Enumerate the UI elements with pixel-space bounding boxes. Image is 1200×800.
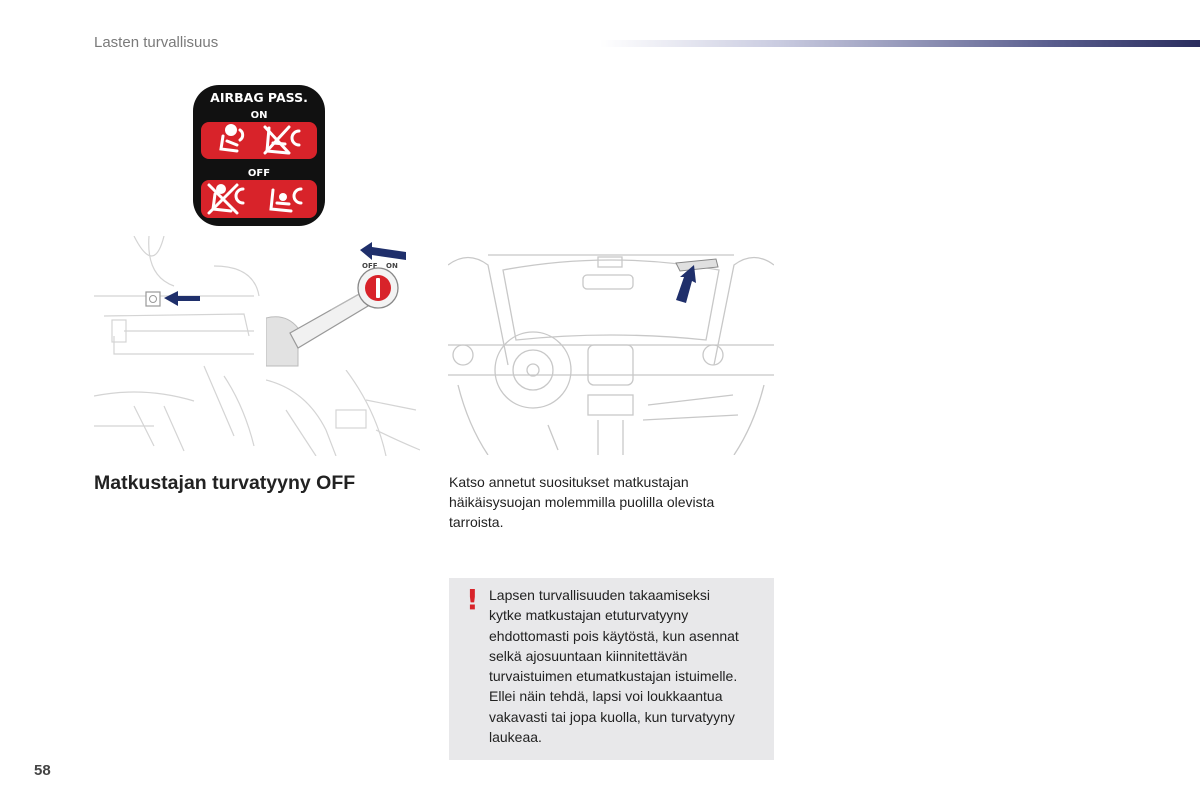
switch-on-label: ON: [386, 262, 398, 270]
sign-title: AIRBAG PASS.: [210, 90, 308, 105]
page-number: 58: [34, 762, 51, 779]
warning-line: selkä ajosuuntaan kiinnitettävän: [489, 647, 688, 664]
section-body: [449, 472, 769, 532]
pedal-area-illustration: [266, 370, 420, 456]
key-switch-location-icon: [146, 292, 160, 306]
exclamation-icon: !: [466, 583, 479, 616]
sign-off-label: OFF: [247, 168, 271, 179]
warning-line: Lapsen turvallisuuden takaamiseksi: [489, 587, 711, 603]
body-line: Katso annetut suositukset matkustajan: [449, 474, 689, 490]
airbag-pass-sign: [193, 85, 325, 226]
section-heading: Matkustajan turvatyyny OFF: [94, 472, 356, 494]
body-line: häikäisysuojan molemmilla puolilla olevista: [449, 494, 715, 510]
header-gradient-bar: [600, 40, 1200, 47]
switch-off-label: OFF: [362, 262, 378, 270]
warning-line: laukeaa.: [489, 729, 542, 746]
warning-line: ehdottomasti pois käytöstä, kun asennat: [489, 627, 739, 644]
warning-text: [489, 585, 769, 747]
glovebox-switch-illustration: [94, 236, 262, 456]
rotate-arrow-icon: [360, 242, 406, 260]
body-line: tarroista.: [449, 514, 504, 530]
key-switch-illustration: [266, 238, 416, 368]
arrow-left-icon: [164, 291, 200, 306]
warning-line: kytke matkustajan etuturvatyyny: [489, 607, 689, 624]
car-interior-illustration: [448, 245, 774, 455]
warning-line: vakavasti tai jopa kuolla, kun turvatyyny: [489, 708, 735, 725]
header-title: Lasten turvallisuus: [94, 34, 219, 51]
sign-on-label: ON: [250, 110, 268, 121]
warning-line: turvaistuimen etumatkustajan istuimelle.: [489, 668, 738, 685]
warning-line: Ellei näin tehdä, lapsi voi loukkaantua: [489, 688, 723, 705]
